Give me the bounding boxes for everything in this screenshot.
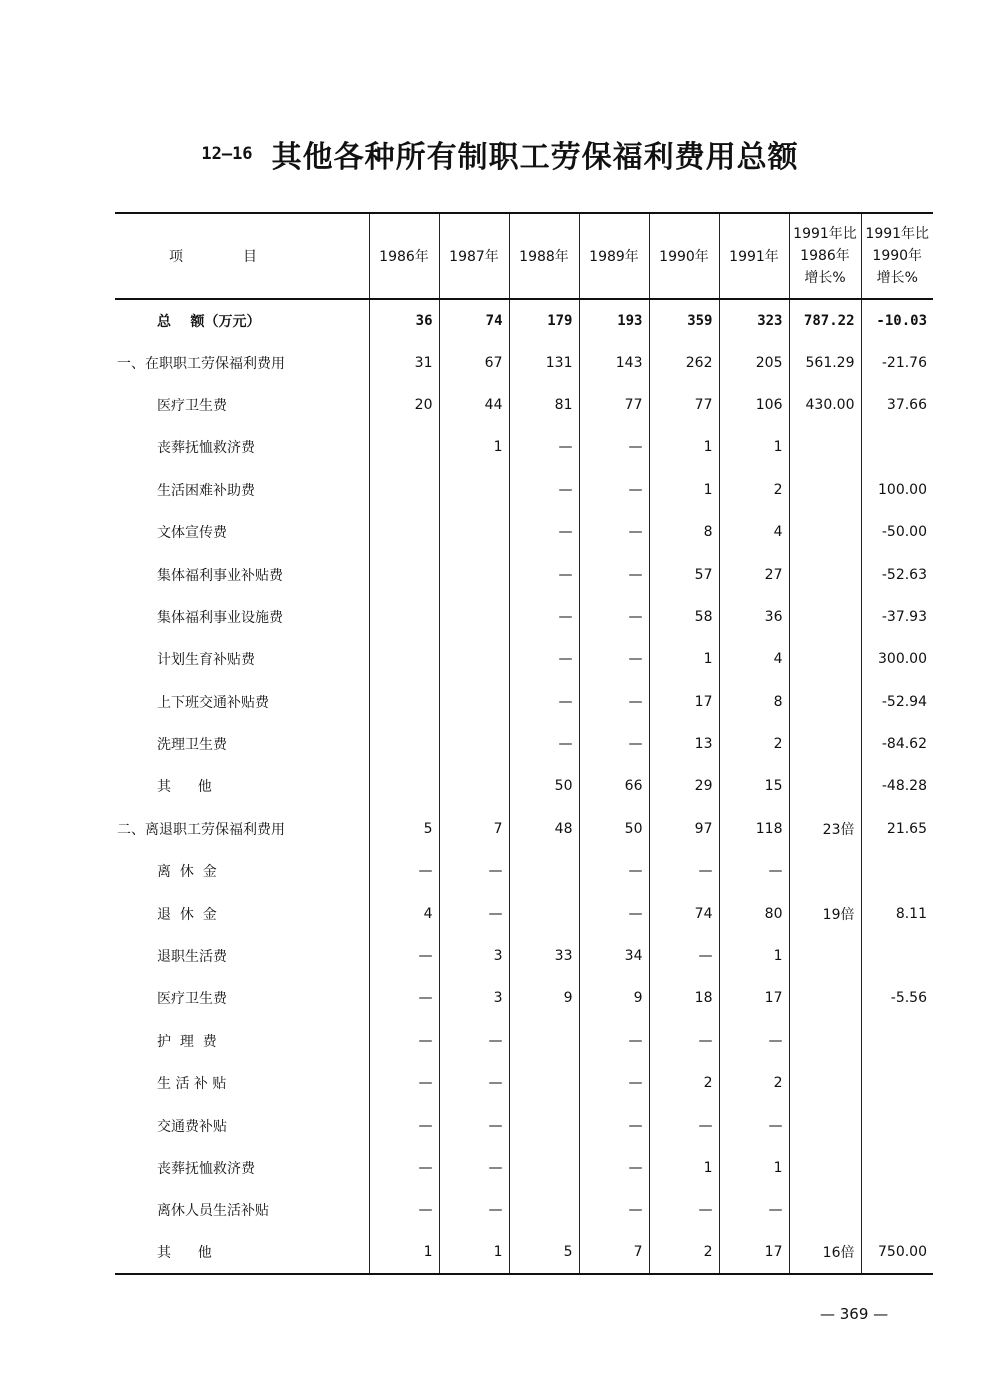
table-cell [789,765,861,807]
table-row [115,1062,933,1104]
table-cell [789,1104,861,1146]
table-cell: 81 [509,384,579,426]
table-cell: — [509,511,579,553]
table-number: 12—16 [201,144,253,164]
table-cell: 31 [369,341,439,383]
table-row [115,850,933,892]
table-cell: — [649,935,719,977]
table-cell [789,723,861,765]
table-row [115,935,933,977]
table-cell [861,850,933,892]
table-cell: — [579,723,649,765]
table-cell: -52.63 [861,553,933,595]
row-label [115,1189,369,1231]
table-cell: 77 [579,384,649,426]
table-cell: 2 [719,1062,789,1104]
row-label-text: 退职生活费 [157,949,227,966]
row-label [115,384,369,426]
table-cell: 74 [649,892,719,934]
table-cell [369,511,439,553]
table-cell: 2 [719,469,789,511]
table-cell [439,596,509,638]
table-cell [369,723,439,765]
table-cell: 1 [369,1232,439,1274]
table-cell [789,850,861,892]
row-label-text: 二、离退职工劳保福利费用 [117,821,285,838]
table-cell [509,1020,579,1062]
table-cell: 77 [649,384,719,426]
table-cell: 2 [649,1062,719,1104]
table-cell: 57 [649,553,719,595]
table-cell: — [369,1020,439,1062]
table-cell: -21.76 [861,341,933,383]
table-cell [509,1104,579,1146]
table-cell: — [509,553,579,595]
row-label-text: 其 他 [157,1245,212,1262]
table-cell [789,681,861,723]
table-cell: 100.00 [861,469,933,511]
table-cell: 7 [579,1232,649,1274]
table-cell: — [369,1104,439,1146]
row-label [115,681,369,723]
table-cell [861,1020,933,1062]
table-cell: 4 [719,511,789,553]
header-year: 1989年 [579,213,649,299]
table-cell: — [439,1147,509,1189]
row-label-text: 集体福利事业补贴费 [157,567,283,584]
table-row [115,765,933,807]
row-label-text: 交通费补贴 [157,1118,227,1135]
table-cell: — [509,638,579,680]
table-cell: 2 [649,1232,719,1274]
row-label-text: 医疗卫生费 [157,991,227,1008]
table-cell [439,553,509,595]
row-label [115,341,369,383]
table-cell: 48 [509,808,579,850]
row-label-text: 退 休 金 [157,906,217,923]
row-label-text: 丧葬抚恤救济费 [157,1161,255,1177]
table-cell [369,426,439,468]
table-cell: -50.00 [861,511,933,553]
table-cell: 1 [649,426,719,468]
table-cell [369,765,439,807]
table-cell: 9 [579,977,649,1019]
table-cell: 80 [719,892,789,934]
table-cell: — [509,681,579,723]
table-row [115,1104,933,1146]
row-label [115,723,369,765]
table-cell: 27 [719,553,789,595]
table-cell: 262 [649,341,719,383]
table-cell: — [579,638,649,680]
table-cell: 67 [439,341,509,383]
table-cell: 21.65 [861,808,933,850]
table-cell [789,596,861,638]
row-label-text: 文体宣传费 [157,525,227,542]
row-label [115,1020,369,1062]
table-cell [789,553,861,595]
header-year: 1988年 [509,213,579,299]
table-cell: 7 [439,808,509,850]
table-cell: — [439,850,509,892]
row-label [115,638,369,680]
table-cell: -84.62 [861,723,933,765]
table-cell: — [579,553,649,595]
table-title: 其他各种所有制职工劳保福利费用总额 [271,140,799,175]
table-cell: 17 [719,1232,789,1274]
table-row [115,553,933,595]
table-cell: — [579,1020,649,1062]
table-cell [369,469,439,511]
table-cell: -52.94 [861,681,933,723]
table-cell: 18 [649,977,719,1019]
header-growth-vs-1990 [861,213,933,299]
header-year: 1986年 [369,213,439,299]
table-cell: — [719,850,789,892]
table-cell [369,638,439,680]
row-label [115,1104,369,1146]
header-year: 1990年 [649,213,719,299]
table-row [115,469,933,511]
table-cell: 44 [439,384,509,426]
table-cell: — [579,1062,649,1104]
table-cell: — [719,1104,789,1146]
table-cell: — [719,1020,789,1062]
table-cell: 300.00 [861,638,933,680]
table-cell: 118 [719,808,789,850]
table-cell: 15 [719,765,789,807]
table-cell [789,1062,861,1104]
table-cell [439,638,509,680]
table-cell [861,935,933,977]
table-cell: — [439,1062,509,1104]
table-cell [369,596,439,638]
table-cell: 5 [509,1232,579,1274]
row-label [115,511,369,553]
row-label-text: 生活困难补助费 [157,482,255,499]
table-cell [789,511,861,553]
table-cell: 9 [509,977,579,1019]
row-label-text: 总 额（万元） [157,313,261,330]
table-row [115,638,933,680]
row-label-text: 医疗卫生费 [157,397,227,414]
table-cell: 8 [719,681,789,723]
row-label [115,892,369,934]
table-cell: 13 [649,723,719,765]
table-cell [509,1062,579,1104]
row-label [115,426,369,468]
header-line: 1986年 [800,248,850,264]
table-cell: 1 [649,638,719,680]
table-cell: — [579,892,649,934]
row-label-text: 离 休 金 [157,864,217,881]
table-cell: 561.29 [789,341,861,383]
table-row [115,1232,933,1274]
table-cell: — [509,469,579,511]
table-cell: 58 [649,596,719,638]
row-label-text: 计划生育补贴费 [157,652,255,669]
table-cell: 17 [719,977,789,1019]
table-row [115,341,933,383]
table-cell: 29 [649,765,719,807]
table-row [115,426,933,468]
table-cell: — [579,681,649,723]
row-label-text: 一、在职职工劳保福利费用 [117,355,285,372]
row-label [115,553,369,595]
row-label [115,1147,369,1189]
table-cell: 143 [579,341,649,383]
table-cell: — [649,1189,719,1231]
table-cell [439,511,509,553]
table-cell: 2 [719,723,789,765]
table-cell: -37.93 [861,596,933,638]
table-cell: 5 [369,808,439,850]
header-line: 1990年 [872,248,923,264]
row-label-text: 其 他 [157,779,212,796]
table-cell: 787.22 [789,299,861,341]
table-cell: 33 [509,935,579,977]
table-cell [439,765,509,807]
table-cell [861,1147,933,1189]
statistics-table [115,212,933,1275]
table-row [115,596,933,638]
header-row [115,213,933,299]
row-label-text: 集体福利事业设施费 [157,609,283,626]
table-cell: 323 [719,299,789,341]
row-label [115,850,369,892]
table-cell: -5.56 [861,977,933,1019]
table-cell: 66 [579,765,649,807]
table-cell: — [439,892,509,934]
table-row [115,1147,933,1189]
table-cell: 1 [439,1232,509,1274]
table-cell [789,1189,861,1231]
table-cell [509,892,579,934]
table-cell: — [579,511,649,553]
table-cell: — [579,426,649,468]
row-label-text: 护 理 费 [157,1033,217,1050]
table-cell [861,1189,933,1231]
row-label-text: 离休人员生活补贴 [157,1203,269,1220]
table-cell [789,469,861,511]
table-cell: 1 [719,1147,789,1189]
table-row [115,892,933,934]
table-cell: — [369,850,439,892]
table-cell: 131 [509,341,579,383]
table-cell [861,1104,933,1146]
table-cell: — [509,723,579,765]
table-cell [509,850,579,892]
table-cell [789,977,861,1019]
table-cell [789,1020,861,1062]
table-cell: 50 [509,765,579,807]
page-title [0,132,1000,176]
table-cell: — [579,469,649,511]
table-cell [861,426,933,468]
header-growth-vs-1986 [789,213,861,299]
table-cell [789,1147,861,1189]
table-cell: 3 [439,935,509,977]
table-cell [861,1062,933,1104]
table-row [115,681,933,723]
table-cell: — [369,1062,439,1104]
table-cell: 430.00 [789,384,861,426]
table-cell: 16倍 [789,1232,861,1274]
table-cell: — [509,596,579,638]
row-label [115,299,369,341]
table-cell: — [649,1020,719,1062]
table-cell: — [649,1104,719,1146]
table-cell: 36 [719,596,789,638]
table-cell: 193 [579,299,649,341]
table-cell: — [509,426,579,468]
table-row [115,299,933,341]
table-cell [369,681,439,723]
row-label [115,765,369,807]
page-number: — 369 — [820,1305,889,1323]
row-label [115,1232,369,1274]
table-cell: 1 [649,1147,719,1189]
table-cell: 1 [649,469,719,511]
table-cell: 106 [719,384,789,426]
table-cell [789,426,861,468]
table-cell: 20 [369,384,439,426]
table-cell: — [579,1104,649,1146]
table-cell: -48.28 [861,765,933,807]
table-cell: 1 [719,935,789,977]
table-cell: — [579,1189,649,1231]
table-cell: — [579,1147,649,1189]
table-cell: 34 [579,935,649,977]
table-cell: 359 [649,299,719,341]
header-line: 增长% [804,270,846,286]
table-row [115,977,933,1019]
table-cell: 50 [579,808,649,850]
table-cell [439,681,509,723]
row-label [115,977,369,1019]
table-cell: 23倍 [789,808,861,850]
table-cell: — [649,850,719,892]
table-cell: 1 [439,426,509,468]
table-cell: 19倍 [789,892,861,934]
table-cell: — [439,1104,509,1146]
table-cell [509,1189,579,1231]
row-label-text: 洗理卫生费 [157,737,227,754]
header-line: 增长% [876,270,918,286]
header-item: 项目 [115,213,369,299]
table-cell: 17 [649,681,719,723]
row-label-text: 丧葬抚恤救济费 [157,440,255,457]
table-row [115,384,933,426]
row-label [115,596,369,638]
table-cell: — [369,935,439,977]
table-cell: 36 [369,299,439,341]
table-cell: 3 [439,977,509,1019]
table-row [115,511,933,553]
table-cell [439,469,509,511]
table-cell: 1 [719,426,789,468]
table-cell [369,553,439,595]
table-cell: — [369,977,439,1019]
table-cell: 4 [719,638,789,680]
table-cell: -10.03 [861,299,933,341]
table-cell: — [369,1147,439,1189]
row-label-text: 上下班交通补贴费 [157,694,269,711]
table-cell: 74 [439,299,509,341]
row-label [115,935,369,977]
table-row [115,1189,933,1231]
row-label [115,1062,369,1104]
table-cell [789,935,861,977]
table-cell: 8 [649,511,719,553]
header-line: 1991年比 [865,226,930,242]
table-cell: 205 [719,341,789,383]
table-cell: — [369,1189,439,1231]
table-cell: 8.11 [861,892,933,934]
table-cell: 750.00 [861,1232,933,1274]
header-line: 1991年比 [793,226,857,242]
table-cell [509,1147,579,1189]
table-cell: — [439,1020,509,1062]
table-row [115,723,933,765]
table-cell: 37.66 [861,384,933,426]
row-label [115,808,369,850]
table-cell: 4 [369,892,439,934]
table-row [115,1020,933,1062]
table-cell: — [579,596,649,638]
table-cell: — [579,850,649,892]
header-year: 1991年 [719,213,789,299]
table-row [115,808,933,850]
table-cell: — [719,1189,789,1231]
header-year: 1987年 [439,213,509,299]
row-label [115,469,369,511]
table-cell: 97 [649,808,719,850]
table-cell [439,723,509,765]
table-cell: — [439,1189,509,1231]
table-cell: 179 [509,299,579,341]
table-cell [789,638,861,680]
row-label-text: 生 活 补 贴 [157,1076,227,1093]
